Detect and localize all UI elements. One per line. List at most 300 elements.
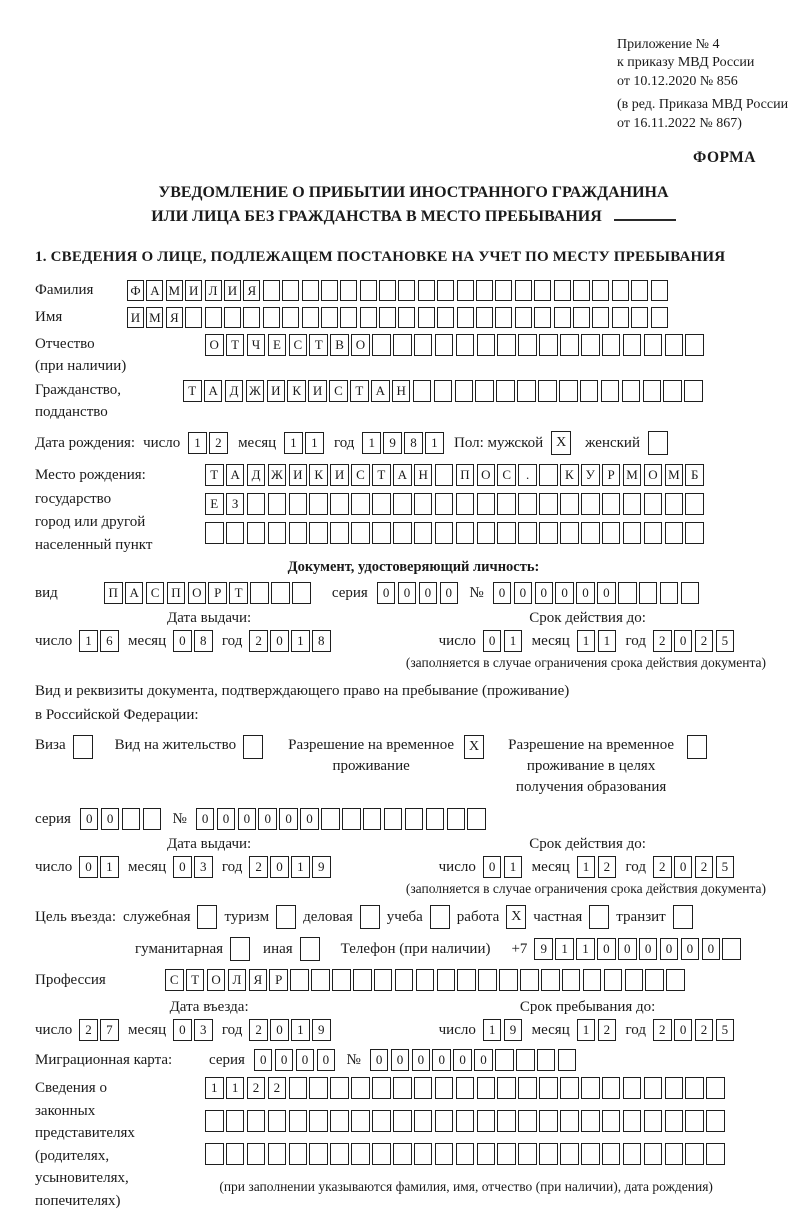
char-cell[interactable]: 0 [674,1019,693,1041]
char-cell[interactable]: С [351,464,370,486]
char-cell[interactable] [477,1143,496,1165]
char-cell[interactable]: 0 [270,1019,289,1041]
char-cell[interactable] [554,280,571,301]
char-cell[interactable]: 0 [514,582,533,604]
char-cell[interactable] [477,493,496,515]
char-cell[interactable]: 0 [80,808,99,830]
char-cell[interactable] [393,1077,412,1099]
purpose-private-checkbox[interactable] [589,905,609,929]
char-cell[interactable] [224,307,241,328]
char-cell[interactable] [539,493,558,515]
char-cell[interactable] [581,1077,600,1099]
char-cell[interactable] [372,334,391,356]
char-cell[interactable] [247,1110,266,1132]
char-cell[interactable]: Ч [247,334,266,356]
char-cell[interactable] [644,1110,663,1132]
purpose-work-checkbox[interactable]: X [506,905,526,929]
char-cell[interactable]: З [226,493,245,515]
char-cell[interactable] [414,522,433,544]
char-cell[interactable]: Л [228,969,247,991]
char-cell[interactable] [706,1143,725,1165]
char-cell[interactable] [437,307,454,328]
char-cell[interactable] [289,493,308,515]
char-cell[interactable]: 8 [194,630,213,652]
char-cell[interactable] [580,380,599,402]
char-cell[interactable]: П [456,464,475,486]
char-cell[interactable] [418,307,435,328]
char-cell[interactable] [538,380,557,402]
char-cell[interactable] [559,380,578,402]
char-cell[interactable] [457,307,474,328]
char-cell[interactable]: Б [685,464,704,486]
char-cell[interactable]: 0 [681,938,700,960]
char-cell[interactable] [560,522,579,544]
char-cell[interactable] [271,582,290,604]
char-cell[interactable] [384,808,403,830]
char-cell[interactable]: 2 [695,1019,714,1041]
char-cell[interactable]: Я [243,280,260,301]
char-cell[interactable] [467,808,486,830]
char-cell[interactable] [330,1077,349,1099]
char-cell[interactable]: Р [208,582,227,604]
char-cell[interactable] [302,280,319,301]
char-cell[interactable] [476,307,493,328]
char-cell[interactable]: 9 [504,1019,523,1041]
char-cell[interactable]: 2 [79,1019,98,1041]
char-cell[interactable]: О [207,969,226,991]
char-cell[interactable]: С [289,334,308,356]
char-cell[interactable] [665,493,684,515]
char-cell[interactable]: И [185,280,202,301]
char-cell[interactable] [447,808,466,830]
char-cell[interactable]: Е [205,493,224,515]
char-cell[interactable] [456,1110,475,1132]
char-cell[interactable] [374,969,393,991]
char-cell[interactable] [663,380,682,402]
char-cell[interactable] [623,1143,642,1165]
char-cell[interactable] [581,522,600,544]
char-cell[interactable] [456,522,475,544]
residence-permit-checkbox[interactable] [243,735,263,759]
char-cell[interactable] [330,1110,349,1132]
char-cell[interactable]: 1 [577,1019,596,1041]
char-cell[interactable]: 2 [249,1019,268,1041]
char-cell[interactable]: О [351,334,370,356]
char-cell[interactable]: С [329,380,348,402]
char-cell[interactable]: Я [249,969,268,991]
char-cell[interactable]: К [560,464,579,486]
char-cell[interactable] [435,522,454,544]
char-cell[interactable]: 0 [597,582,616,604]
char-cell[interactable] [122,808,141,830]
char-cell[interactable] [268,1110,287,1132]
char-cell[interactable] [539,1143,558,1165]
char-cell[interactable] [722,938,741,960]
char-cell[interactable] [516,1049,535,1071]
char-cell[interactable] [330,493,349,515]
char-cell[interactable]: Т [350,380,369,402]
char-cell[interactable]: Е [268,334,287,356]
char-cell[interactable]: 1 [504,630,523,652]
char-cell[interactable]: Д [225,380,244,402]
char-cell[interactable] [601,380,620,402]
char-cell[interactable]: М [665,464,684,486]
char-cell[interactable] [534,280,551,301]
char-cell[interactable]: М [166,280,183,301]
char-cell[interactable] [623,522,642,544]
char-cell[interactable] [321,808,340,830]
char-cell[interactable] [612,307,629,328]
char-cell[interactable] [518,1110,537,1132]
char-cell[interactable] [372,1077,391,1099]
char-cell[interactable]: 2 [247,1077,266,1099]
char-cell[interactable]: 1 [504,856,523,878]
char-cell[interactable]: 1 [362,432,381,454]
char-cell[interactable]: О [205,334,224,356]
visa-checkbox[interactable] [73,735,93,759]
char-cell[interactable]: Т [226,334,245,356]
char-cell[interactable] [309,1110,328,1132]
char-cell[interactable]: 0 [412,1049,431,1071]
char-cell[interactable] [393,1143,412,1165]
char-cell[interactable] [456,1077,475,1099]
char-cell[interactable]: 0 [217,808,236,830]
char-cell[interactable]: 0 [483,856,502,878]
sex-female-checkbox[interactable] [648,431,668,455]
char-cell[interactable] [520,969,539,991]
char-cell[interactable] [558,1049,577,1071]
char-cell[interactable] [330,522,349,544]
char-cell[interactable] [573,307,590,328]
char-cell[interactable] [393,522,412,544]
char-cell[interactable] [289,1143,308,1165]
purpose-business-checkbox[interactable] [360,905,380,929]
char-cell[interactable] [456,1143,475,1165]
char-cell[interactable] [398,280,415,301]
char-cell[interactable] [205,522,224,544]
char-cell[interactable] [353,969,372,991]
char-cell[interactable] [435,1110,454,1132]
char-cell[interactable]: 0 [453,1049,472,1071]
char-cell[interactable]: 2 [598,856,617,878]
char-cell[interactable] [685,522,704,544]
char-cell[interactable]: С [165,969,184,991]
char-cell[interactable]: . [518,464,537,486]
char-cell[interactable] [416,969,435,991]
char-cell[interactable] [602,334,621,356]
char-cell[interactable] [342,808,361,830]
char-cell[interactable]: А [393,464,412,486]
char-cell[interactable] [665,1110,684,1132]
char-cell[interactable] [495,307,512,328]
char-cell[interactable] [497,522,516,544]
char-cell[interactable]: 1 [100,856,119,878]
char-cell[interactable] [660,582,679,604]
char-cell[interactable] [665,334,684,356]
char-cell[interactable] [309,1077,328,1099]
char-cell[interactable] [405,808,424,830]
char-cell[interactable] [363,808,382,830]
char-cell[interactable] [289,522,308,544]
char-cell[interactable] [418,280,435,301]
char-cell[interactable] [263,280,280,301]
char-cell[interactable]: 2 [695,856,714,878]
char-cell[interactable] [518,493,537,515]
char-cell[interactable] [573,280,590,301]
char-cell[interactable]: Н [414,464,433,486]
char-cell[interactable]: 1 [577,856,596,878]
char-cell[interactable] [645,969,664,991]
char-cell[interactable]: Т [309,334,328,356]
char-cell[interactable] [685,1110,704,1132]
char-cell[interactable] [351,1110,370,1132]
char-cell[interactable] [302,307,319,328]
char-cell[interactable] [205,307,222,328]
char-cell[interactable]: К [287,380,306,402]
char-cell[interactable]: 0 [173,630,192,652]
char-cell[interactable] [518,1077,537,1099]
char-cell[interactable] [332,969,351,991]
char-cell[interactable]: Т [183,380,202,402]
char-cell[interactable] [644,493,663,515]
char-cell[interactable]: 0 [391,1049,410,1071]
char-cell[interactable]: А [204,380,223,402]
char-cell[interactable] [372,493,391,515]
char-cell[interactable]: Ж [246,380,265,402]
char-cell[interactable] [351,522,370,544]
char-cell[interactable]: 1 [576,938,595,960]
char-cell[interactable] [560,1077,579,1099]
char-cell[interactable] [205,1110,224,1132]
char-cell[interactable] [539,522,558,544]
char-cell[interactable]: 0 [674,856,693,878]
char-cell[interactable] [592,280,609,301]
char-cell[interactable]: 9 [312,856,331,878]
char-cell[interactable] [539,464,558,486]
char-cell[interactable] [414,1077,433,1099]
char-cell[interactable] [413,380,432,402]
char-cell[interactable] [393,1110,412,1132]
sex-male-checkbox[interactable]: X [551,431,571,455]
char-cell[interactable]: Л [205,280,222,301]
char-cell[interactable]: С [146,582,165,604]
char-cell[interactable] [665,1077,684,1099]
char-cell[interactable]: Н [392,380,411,402]
purpose-study-checkbox[interactable] [430,905,450,929]
char-cell[interactable] [185,307,202,328]
char-cell[interactable] [309,522,328,544]
char-cell[interactable] [435,1077,454,1099]
char-cell[interactable] [435,1143,454,1165]
char-cell[interactable] [623,1110,642,1132]
char-cell[interactable]: А [146,280,163,301]
char-cell[interactable] [457,969,476,991]
char-cell[interactable]: 2 [249,630,268,652]
char-cell[interactable]: О [644,464,663,486]
char-cell[interactable]: 0 [440,582,459,604]
char-cell[interactable] [226,1143,245,1165]
char-cell[interactable]: Д [247,464,266,486]
char-cell[interactable]: 6 [100,630,119,652]
purpose-transit-checkbox[interactable] [673,905,693,929]
char-cell[interactable] [622,380,641,402]
char-cell[interactable] [435,464,454,486]
char-cell[interactable] [437,280,454,301]
char-cell[interactable]: 0 [398,582,417,604]
char-cell[interactable] [539,1077,558,1099]
char-cell[interactable]: 3 [194,1019,213,1041]
char-cell[interactable]: 2 [695,630,714,652]
char-cell[interactable] [623,1077,642,1099]
char-cell[interactable] [497,1077,516,1099]
purpose-humanitarian-checkbox[interactable] [230,937,250,961]
char-cell[interactable] [372,1110,391,1132]
char-cell[interactable]: 1 [188,432,207,454]
char-cell[interactable]: 9 [534,938,553,960]
char-cell[interactable] [643,380,662,402]
char-cell[interactable]: 0 [377,582,396,604]
char-cell[interactable] [602,493,621,515]
char-cell[interactable]: О [188,582,207,604]
char-cell[interactable]: 0 [254,1049,273,1071]
char-cell[interactable] [539,1110,558,1132]
char-cell[interactable] [360,280,377,301]
char-cell[interactable] [268,522,287,544]
char-cell[interactable] [706,1077,725,1099]
char-cell[interactable] [268,1143,287,1165]
char-cell[interactable] [414,1143,433,1165]
char-cell[interactable] [518,1143,537,1165]
char-cell[interactable]: Т [372,464,391,486]
char-cell[interactable] [495,280,512,301]
char-cell[interactable] [499,969,518,991]
char-cell[interactable] [290,969,309,991]
char-cell[interactable] [476,280,493,301]
char-cell[interactable] [644,522,663,544]
char-cell[interactable] [263,307,280,328]
char-cell[interactable] [602,1110,621,1132]
char-cell[interactable] [612,280,629,301]
char-cell[interactable]: 5 [716,630,735,652]
char-cell[interactable] [537,1049,556,1071]
char-cell[interactable]: 0 [419,582,438,604]
char-cell[interactable]: 1 [291,630,310,652]
char-cell[interactable]: Т [205,464,224,486]
char-cell[interactable] [560,1143,579,1165]
char-cell[interactable] [665,522,684,544]
char-cell[interactable] [539,334,558,356]
char-cell[interactable]: 0 [300,808,319,830]
char-cell[interactable]: 1 [598,630,617,652]
char-cell[interactable] [456,334,475,356]
char-cell[interactable]: 0 [275,1049,294,1071]
char-cell[interactable]: 0 [597,938,616,960]
char-cell[interactable] [477,522,496,544]
char-cell[interactable] [666,969,685,991]
char-cell[interactable] [289,1110,308,1132]
char-cell[interactable] [379,280,396,301]
char-cell[interactable] [226,522,245,544]
char-cell[interactable] [426,808,445,830]
char-cell[interactable] [478,969,497,991]
char-cell[interactable]: И [127,307,144,328]
char-cell[interactable]: М [146,307,163,328]
char-cell[interactable]: 0 [555,582,574,604]
char-cell[interactable] [457,280,474,301]
char-cell[interactable] [581,493,600,515]
char-cell[interactable]: 0 [270,856,289,878]
char-cell[interactable] [515,307,532,328]
char-cell[interactable]: 1 [483,1019,502,1041]
char-cell[interactable] [639,582,658,604]
char-cell[interactable]: 0 [279,808,298,830]
char-cell[interactable]: 1 [79,630,98,652]
char-cell[interactable] [477,1077,496,1099]
char-cell[interactable] [644,1143,663,1165]
char-cell[interactable]: 2 [268,1077,287,1099]
char-cell[interactable]: 1 [305,432,324,454]
char-cell[interactable] [435,334,454,356]
char-cell[interactable]: 0 [660,938,679,960]
char-cell[interactable] [497,493,516,515]
char-cell[interactable] [631,280,648,301]
char-cell[interactable] [497,1143,516,1165]
char-cell[interactable]: 0 [258,808,277,830]
char-cell[interactable] [321,307,338,328]
char-cell[interactable] [644,334,663,356]
temp-residence-checkbox[interactable]: X [464,735,484,759]
char-cell[interactable]: А [226,464,245,486]
char-cell[interactable]: С [497,464,516,486]
char-cell[interactable]: 2 [598,1019,617,1041]
char-cell[interactable]: М [623,464,642,486]
char-cell[interactable]: 7 [100,1019,119,1041]
char-cell[interactable]: 0 [238,808,257,830]
char-cell[interactable]: Т [186,969,205,991]
char-cell[interactable]: 0 [79,856,98,878]
char-cell[interactable] [393,493,412,515]
char-cell[interactable]: 1 [577,630,596,652]
char-cell[interactable]: 0 [296,1049,315,1071]
char-cell[interactable] [226,1110,245,1132]
char-cell[interactable] [372,522,391,544]
char-cell[interactable] [282,307,299,328]
char-cell[interactable]: А [125,582,144,604]
char-cell[interactable]: 9 [383,432,402,454]
purpose-tourism-checkbox[interactable] [276,905,296,929]
char-cell[interactable] [477,1110,496,1132]
char-cell[interactable]: Ф [127,280,144,301]
char-cell[interactable]: 1 [425,432,444,454]
char-cell[interactable]: 2 [653,856,672,878]
char-cell[interactable] [282,280,299,301]
char-cell[interactable] [395,969,414,991]
char-cell[interactable]: И [267,380,286,402]
char-cell[interactable] [435,493,454,515]
char-cell[interactable] [604,969,623,991]
char-cell[interactable] [321,280,338,301]
char-cell[interactable]: И [330,464,349,486]
char-cell[interactable]: У [581,464,600,486]
char-cell[interactable] [309,493,328,515]
char-cell[interactable] [205,1143,224,1165]
char-cell[interactable]: 9 [312,1019,331,1041]
char-cell[interactable] [455,380,474,402]
char-cell[interactable] [685,1143,704,1165]
char-cell[interactable]: 1 [291,856,310,878]
char-cell[interactable] [340,280,357,301]
char-cell[interactable] [560,334,579,356]
